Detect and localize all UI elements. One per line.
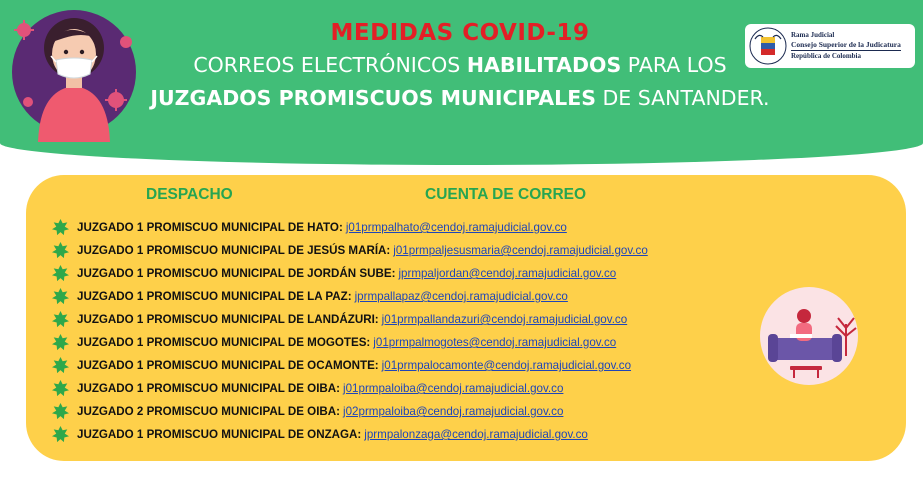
list-item: [52, 239, 752, 262]
logo-line-1: Rama Judicial: [791, 31, 835, 39]
green-star-bullet-icon: [52, 380, 69, 397]
green-star-bullet-icon: [52, 265, 69, 282]
headline-line-1-a: CORREOS ELECTRÓNICOS: [193, 53, 467, 77]
logo-text: [791, 31, 901, 61]
column-header-cuenta-de-correo: CUENTA DE CORREO: [425, 186, 587, 203]
court-name: JUZGADO 1 PROMISCUO MUNICIPAL DE ONZAGA:: [77, 428, 362, 441]
email-link[interactable]: jprmpallapaz@cendoj.ramajudicial.gov.co: [354, 290, 568, 303]
green-star-bullet-icon: [52, 311, 69, 328]
court-name: JUZGADO 1 PROMISCUO MUNICIPAL DE OIBA:: [77, 382, 341, 395]
masked-person-virus-illustration: [4, 2, 144, 142]
list-item: [52, 354, 752, 377]
logo-line-3: República de Colombia: [791, 52, 862, 60]
email-link[interactable]: j01prmpalmogotes@cendoj.ramajudicial.gov.co: [373, 336, 617, 349]
court-name: JUZGADO 1 PROMISCUO MUNICIPAL DE LA PAZ:: [77, 290, 352, 303]
court-name: JUZGADO 1 PROMISCUO MUNICIPAL DE LANDÁZURI:: [77, 313, 379, 326]
email-link[interactable]: j02prmpaloiba@cendoj.ramajudicial.gov.co: [343, 405, 564, 418]
headline-line-1: [150, 50, 770, 81]
headline-line-1-b: PARA LOS: [621, 53, 727, 77]
list-item: [52, 331, 752, 354]
list-item: [52, 285, 752, 308]
green-star-bullet-icon: [52, 426, 69, 443]
headline-line-2-bold: JUZGADOS PROMISCUOS MUNICIPALES: [150, 86, 596, 110]
column-header-despacho: DESPACHO: [146, 186, 233, 203]
email-link[interactable]: jprmpalonzaga@cendoj.ramajudicial.gov.co: [364, 428, 588, 441]
court-email-list: [52, 216, 752, 446]
headline-title: MEDIDAS COVID-19: [330, 20, 590, 46]
court-name: JUZGADO 1 PROMISCUO MUNICIPAL DE JESÚS MARÍA:: [77, 244, 391, 257]
headline-line-2: [150, 83, 770, 114]
email-link[interactable]: j01prmpalhato@cendoj.ramajudicial.gov.co: [345, 221, 567, 234]
green-star-bullet-icon: [52, 242, 69, 259]
court-name: JUZGADO 2 PROMISCUO MUNICIPAL DE OIBA:: [77, 405, 341, 418]
rama-judicial-logo: [745, 24, 915, 68]
logo-line-2: Consejo Superior de la Judicatura: [791, 40, 901, 49]
court-name: JUZGADO 1 PROMISCUO MUNICIPAL DE JORDÁN SUBE:: [77, 267, 396, 280]
court-name: JUZGADO 1 PROMISCUO MUNICIPAL DE MOGOTES:: [77, 336, 371, 349]
list-item: [52, 400, 752, 423]
list-item: [52, 423, 752, 446]
home-office-illustration: [756, 286, 862, 386]
email-link[interactable]: j01prmpalocamonte@cendoj.ramajudicial.gov.co: [381, 359, 632, 372]
list-item: [52, 262, 752, 285]
court-name: JUZGADO 1 PROMISCUO MUNICIPAL DE HATO:: [77, 221, 343, 234]
headline-line-2-b: DE SANTANDER.: [595, 86, 770, 110]
court-name: JUZGADO 1 PROMISCUO MUNICIPAL DE OCAMONTE:: [77, 359, 379, 372]
email-link[interactable]: j01prmpaloiba@cendoj.ramajudicial.gov.co: [343, 382, 564, 395]
email-link[interactable]: j01prmpaljesusmaria@cendoj.ramajudicial.gov.co: [393, 244, 648, 257]
green-star-bullet-icon: [52, 219, 69, 236]
email-link[interactable]: jprmpaljordan@cendoj.ramajudicial.gov.co: [398, 267, 617, 280]
header-banner: [0, 0, 923, 165]
list-item: [52, 308, 752, 331]
green-star-bullet-icon: [52, 334, 69, 351]
coat-of-arms-icon: [749, 27, 787, 65]
green-star-bullet-icon: [52, 357, 69, 374]
headline: [150, 18, 770, 114]
email-link[interactable]: j01prmpallandazuri@cendoj.ramajudicial.gov.co: [381, 313, 628, 326]
list-item: [52, 377, 752, 400]
green-star-bullet-icon: [52, 403, 69, 420]
headline-line-1-bold: HABILITADOS: [466, 53, 622, 77]
green-star-bullet-icon: [52, 288, 69, 305]
list-item: [52, 216, 752, 239]
